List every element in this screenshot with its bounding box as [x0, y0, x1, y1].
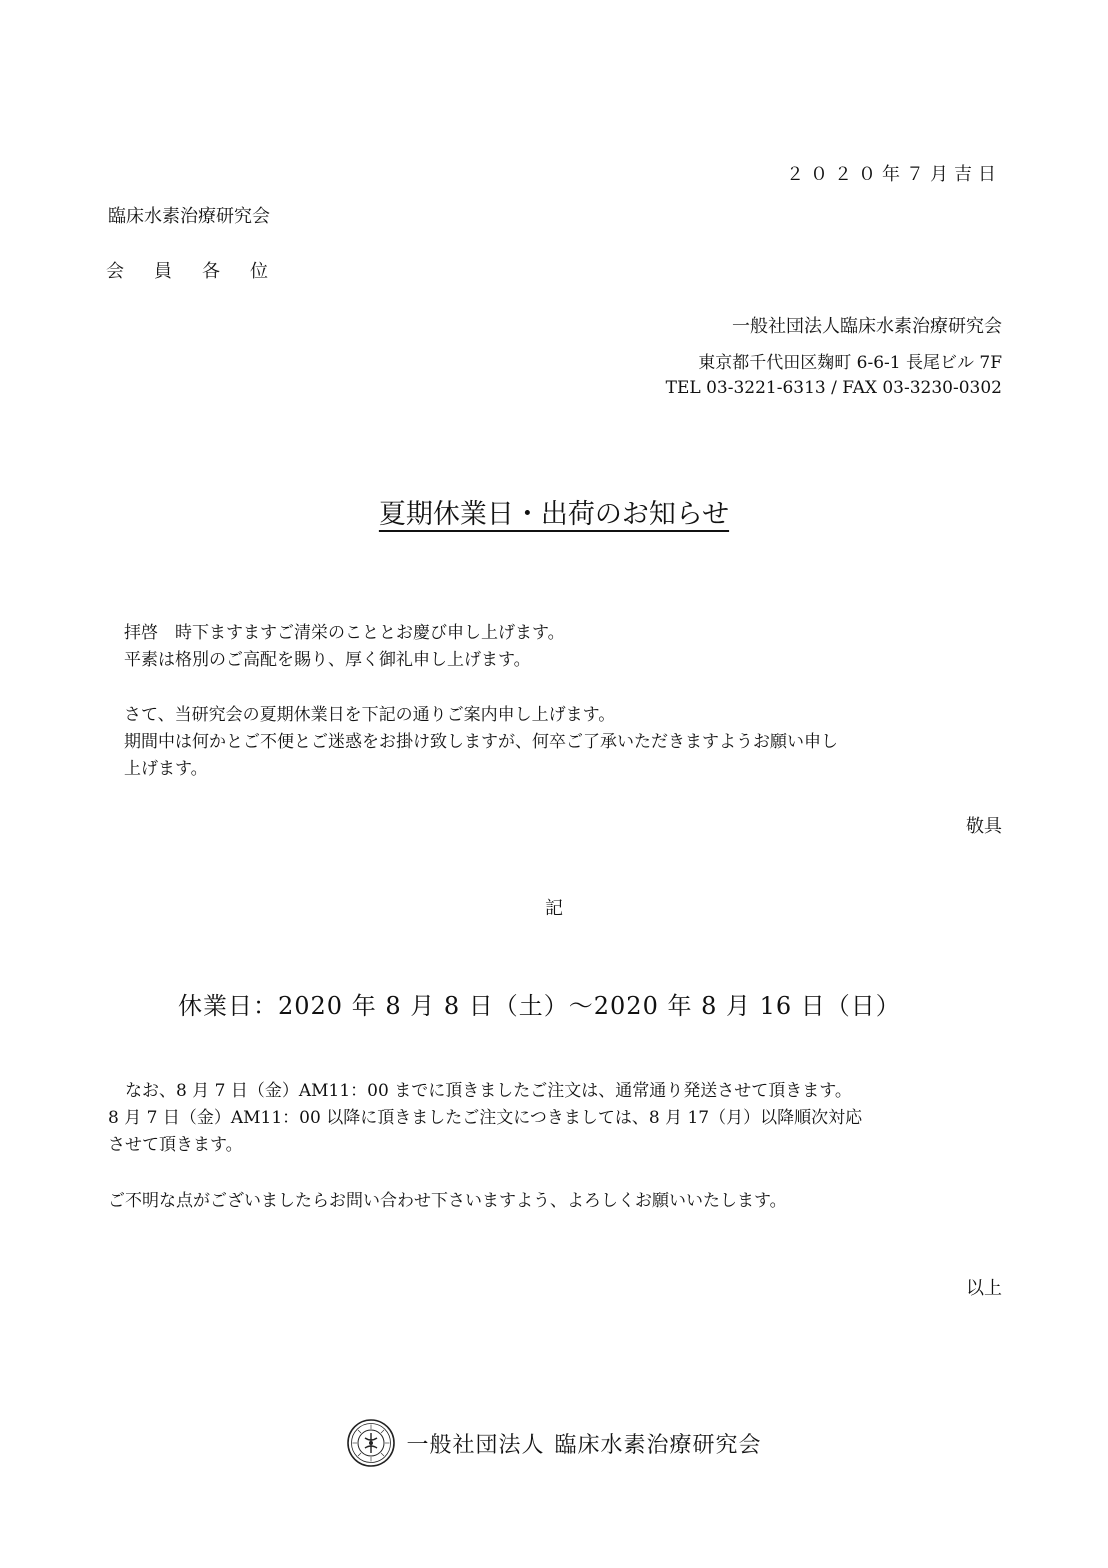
holiday-period: 休業日：2020 年 8 月 8 日（土）～2020 年 8 月 16 日（日） — [178, 992, 901, 1020]
footer-org-name: 臨床水素治療研究会 — [554, 1432, 762, 1458]
seal-logo-icon — [346, 1418, 396, 1468]
closing-keigu: 敬具 — [966, 816, 1002, 837]
sender-tel-fax: TEL 03-3221-6313 / FAX 03-3230-0302 — [665, 378, 1002, 398]
footer — [0, 1418, 1108, 1468]
intro-line: さて、当研究会の夏期休業日を下記の通りご案内申し上げます。 — [124, 705, 616, 725]
footer-organization — [406, 1428, 761, 1459]
greeting-line: 拝啓 時下ますますご清栄のこととお慶び申し上げます。 — [124, 623, 565, 643]
notes-line: 8 月 7 日（金）AM11：00 以降に頂きましたご注文につきましては、8 月 17（月）以降順次対応 — [108, 1108, 863, 1128]
document-title — [0, 492, 1108, 531]
sender-address: 東京都千代田区麹町 6-6-1 長尾ビル 7F — [698, 353, 1002, 373]
recipient-members: 会員各位 — [106, 261, 298, 282]
intro-paragraph — [124, 702, 838, 783]
notes-line: なお、8 月 7 日（金）AM11：00 までに頂きましたご注文は、通常通り発送させて頂きます。 — [108, 1081, 852, 1101]
document-date: ２０２０年７月吉日 — [786, 164, 1002, 185]
document-title-text: 夏期休業日・出荷のお知らせ — [378, 499, 730, 530]
inquiry-paragraph: ご不明な点がございましたらお問い合わせ下さいますよう、よろしくお願いいたします。 — [108, 1191, 787, 1211]
greeting-paragraph — [124, 620, 565, 674]
intro-line: 期間中は何かとご不便とご迷惑をお掛け致しますが、何卒ご了承いただきますようお願い申し — [124, 732, 838, 752]
footer-org-prefix: 一般社団法人 — [406, 1432, 545, 1458]
notes-line: させて頂きます。 — [108, 1135, 243, 1155]
ki-heading: 記 — [545, 898, 563, 919]
intro-line: 上げます。 — [124, 759, 208, 779]
closing-ijou: 以上 — [966, 1278, 1002, 1299]
recipient-organization: 臨床水素治療研究会 — [108, 206, 270, 227]
notes-paragraph — [108, 1078, 862, 1159]
greeting-line: 平素は格別のご高配を賜り、厚く御礼申し上げます。 — [124, 650, 531, 670]
sender-organization: 一般社団法人臨床水素治療研究会 — [732, 316, 1002, 337]
